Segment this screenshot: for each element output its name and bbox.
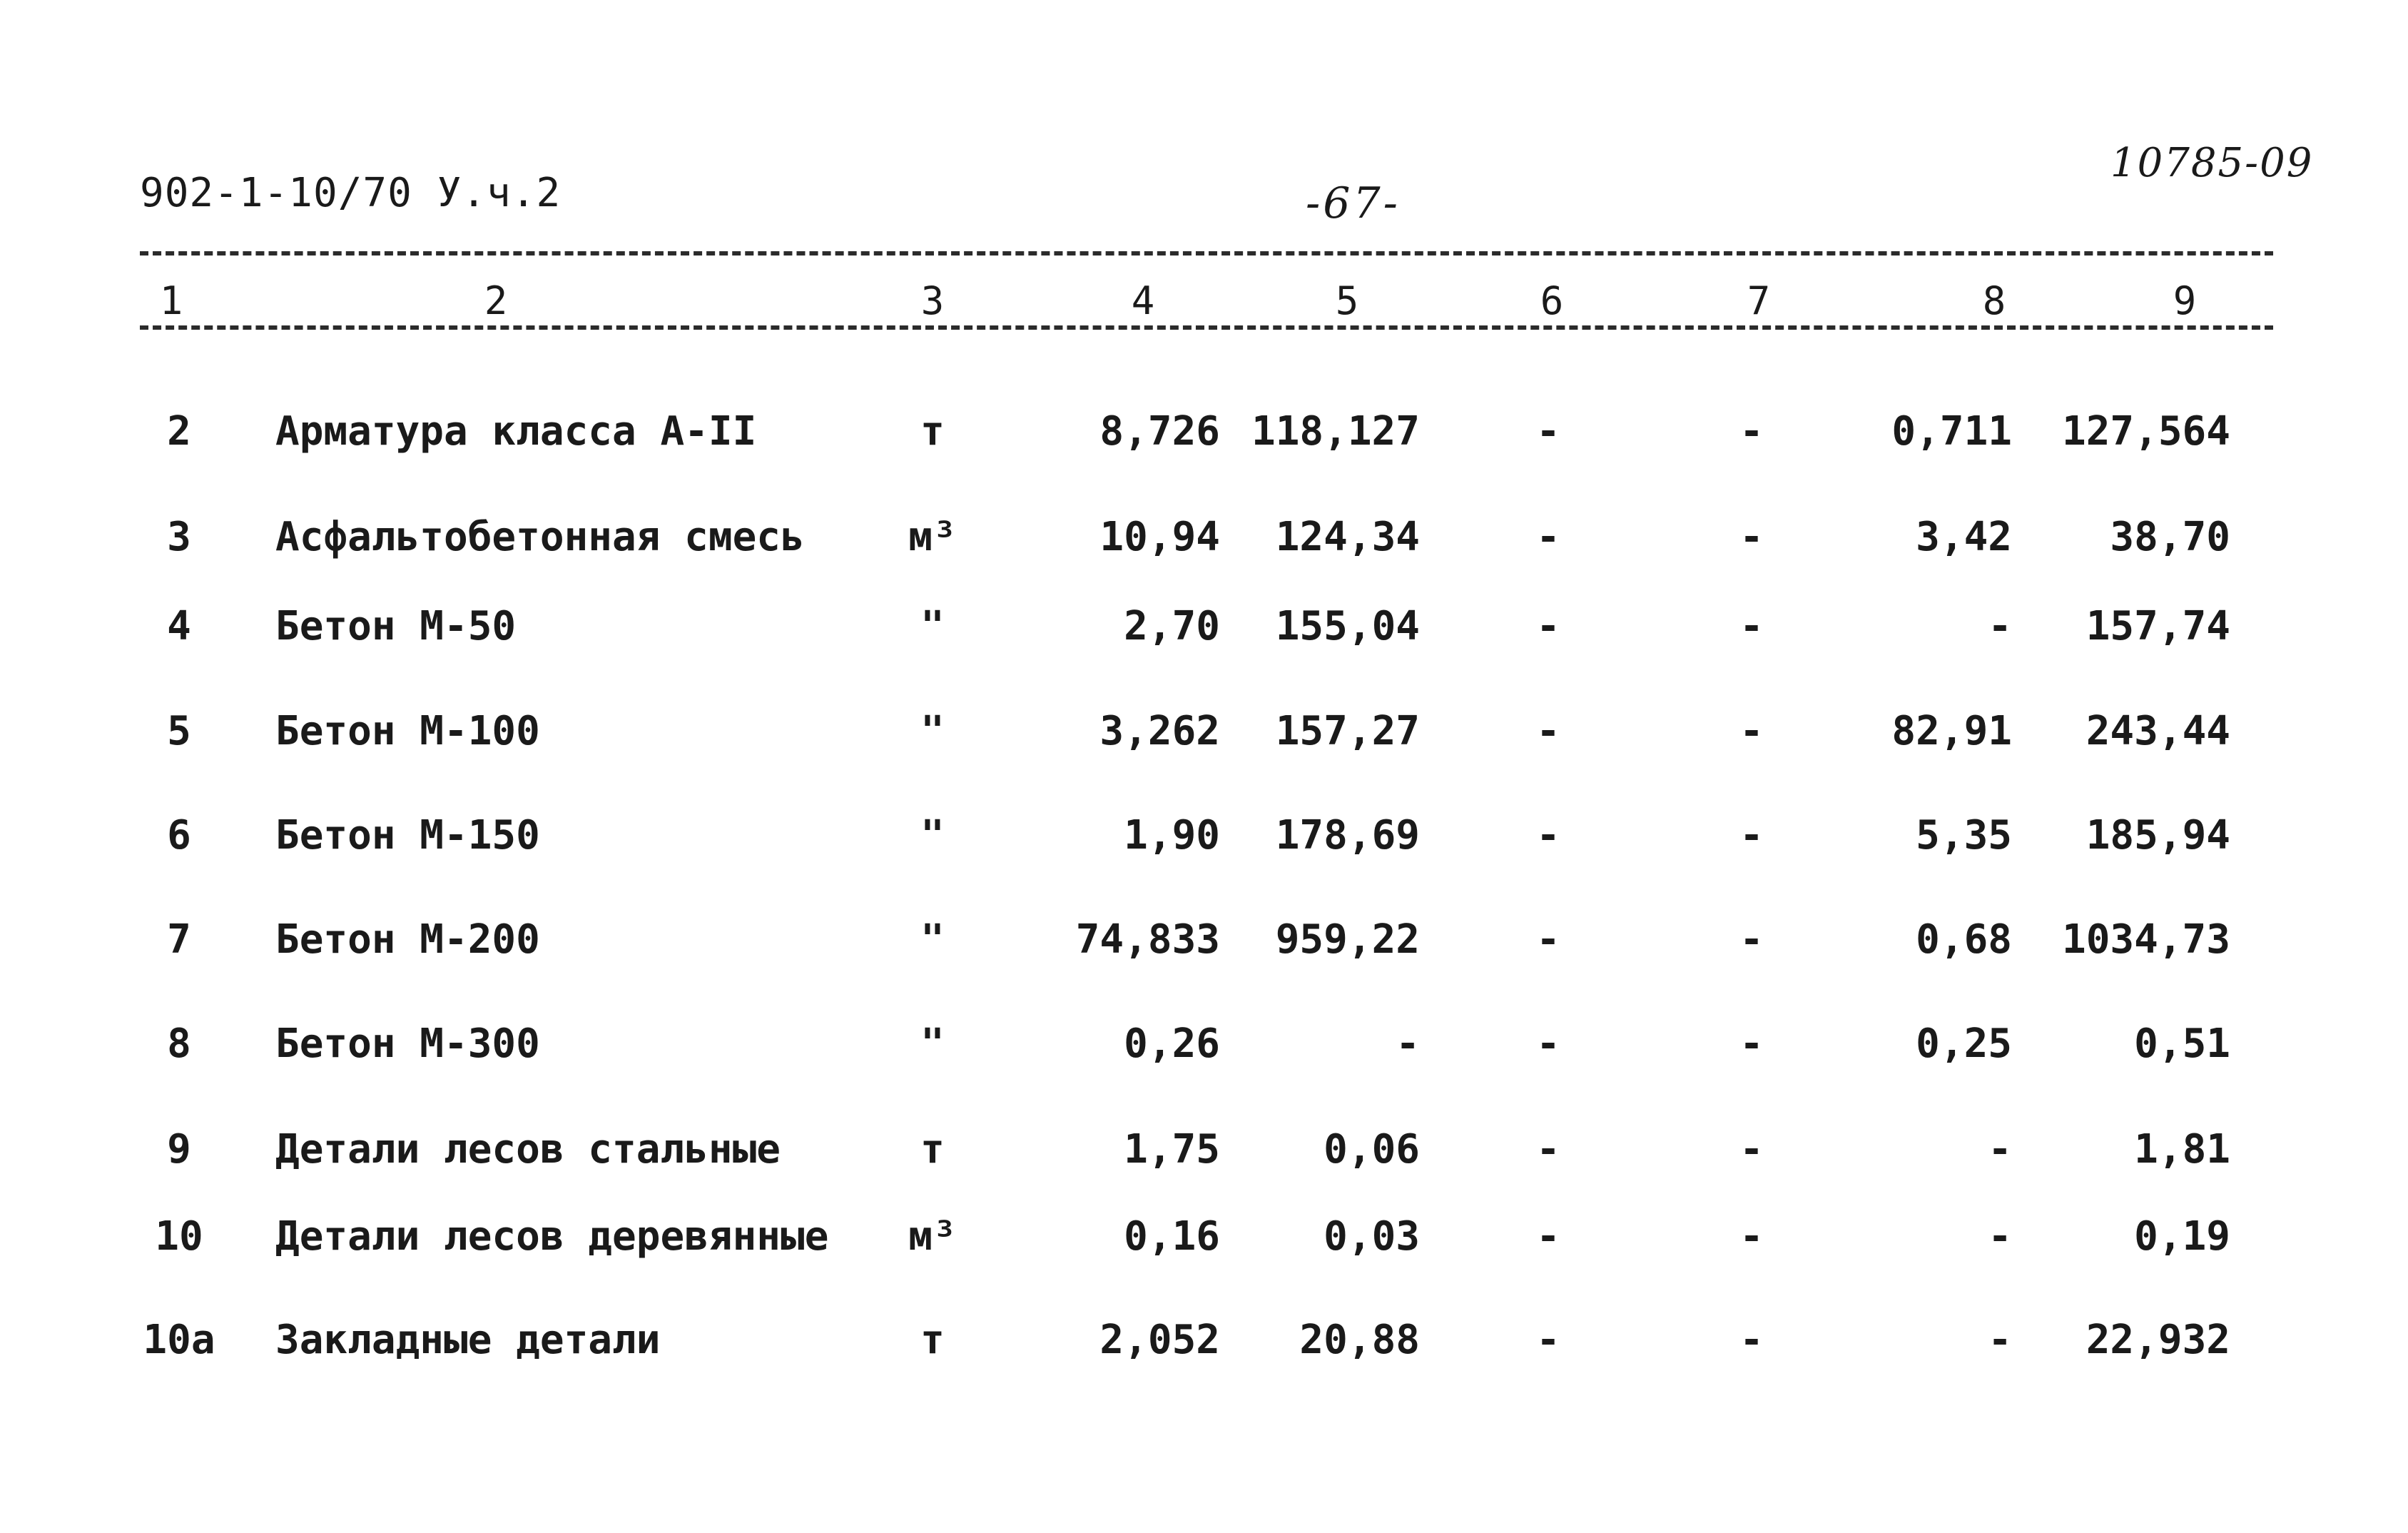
value-col-7: - (1739, 603, 1764, 649)
value-col-5: 157,27 (1275, 708, 1420, 754)
value-col-9: 157,74 (2086, 603, 2230, 649)
value-col-5: 0,06 (1324, 1126, 1420, 1173)
value-col-5: 0,03 (1324, 1213, 1420, 1260)
value-col-9: 0,19 (2134, 1213, 2230, 1260)
value-col-4: 0,26 (1124, 1021, 1220, 1067)
row-number: 2 (167, 408, 191, 455)
value-col-9: 38,70 (2110, 514, 2230, 560)
value-col-4: 1,90 (1124, 812, 1220, 859)
row-number: 6 (167, 812, 191, 859)
value-col-8: - (1988, 1213, 2012, 1260)
value-col-5: 178,69 (1275, 812, 1420, 859)
value-col-9: 243,44 (2086, 708, 2230, 754)
row-number: 4 (167, 603, 191, 649)
column-number-1: 1 (159, 278, 183, 323)
value-col-7: - (1739, 916, 1764, 963)
column-number-5: 5 (1335, 278, 1359, 323)
value-col-4: 3,262 (1099, 708, 1220, 754)
row-number: 3 (167, 514, 191, 560)
value-col-8: 5,35 (1916, 812, 2012, 859)
value-col-4: 10,94 (1099, 514, 1220, 560)
value-col-7: - (1739, 1317, 1764, 1363)
value-col-5: 124,34 (1275, 514, 1420, 560)
column-number-6: 6 (1540, 278, 1564, 323)
column-number-2: 2 (484, 278, 508, 323)
value-col-9: 0,51 (2134, 1021, 2230, 1067)
value-col-9: 185,94 (2086, 812, 2230, 859)
table-header-top-rule (140, 251, 2273, 256)
value-col-4: 2,052 (1099, 1317, 1220, 1363)
material-name: Арматура класса А-II (275, 408, 757, 455)
value-col-6: - (1536, 1317, 1560, 1363)
column-number-7: 7 (1747, 278, 1771, 323)
unit: м³ (908, 514, 957, 560)
value-col-6: - (1536, 408, 1560, 455)
row-number: 10а (143, 1317, 215, 1363)
value-col-5: 20,88 (1299, 1317, 1420, 1363)
unit: " (920, 1021, 945, 1067)
unit: " (920, 916, 945, 963)
document-code: 902-1-10/70 У.ч.2 (140, 170, 562, 216)
material-name: Закладные детали (275, 1317, 661, 1363)
value-col-6: - (1536, 916, 1560, 963)
column-number-3: 3 (920, 278, 945, 323)
material-name: Бетон М-150 (275, 812, 540, 859)
value-col-8: 0,68 (1916, 916, 2012, 963)
row-number: 5 (167, 708, 191, 754)
material-name: Детали лесов стальные (275, 1126, 781, 1173)
value-col-7: - (1739, 708, 1764, 754)
value-col-5: - (1396, 1021, 1420, 1067)
unit: " (920, 603, 945, 649)
column-number-4: 4 (1131, 278, 1155, 323)
column-number-8: 8 (1982, 278, 2006, 323)
value-col-4: 74,833 (1075, 916, 1220, 963)
unit: т (920, 1317, 945, 1363)
material-name: Бетон М-100 (275, 708, 540, 754)
value-col-7: - (1739, 1213, 1764, 1260)
value-col-4: 8,726 (1099, 408, 1220, 455)
value-col-5: 155,04 (1275, 603, 1420, 649)
sheet-number: 10785-09 (2110, 140, 2314, 186)
material-name: Бетон М-300 (275, 1021, 540, 1067)
value-col-4: 1,75 (1124, 1126, 1220, 1173)
value-col-4: 0,16 (1124, 1213, 1220, 1260)
value-col-8: - (1988, 603, 2012, 649)
row-number: 7 (167, 916, 191, 963)
material-name: Бетон М-200 (275, 916, 540, 963)
value-col-9: 1034,73 (2061, 916, 2230, 963)
value-col-8: - (1988, 1317, 2012, 1363)
value-col-5: 959,22 (1275, 916, 1420, 963)
unit: " (920, 708, 945, 754)
value-col-9: 22,932 (2086, 1317, 2230, 1363)
value-col-7: - (1739, 812, 1764, 859)
page-number: -67- (1306, 178, 1401, 228)
value-col-6: - (1536, 708, 1560, 754)
value-col-8: 0,25 (1916, 1021, 2012, 1067)
value-col-8: - (1988, 1126, 2012, 1173)
unit: " (920, 812, 945, 859)
value-col-7: - (1739, 1126, 1764, 1173)
unit: т (920, 408, 945, 455)
column-number-9: 9 (2173, 278, 2197, 323)
value-col-9: 127,564 (2061, 408, 2230, 455)
material-name: Бетон М-50 (275, 603, 517, 649)
value-col-7: - (1739, 1021, 1764, 1067)
material-name: Детали лесов деревянные (275, 1213, 829, 1260)
value-col-5: 118,127 (1251, 408, 1420, 455)
value-col-6: - (1536, 1126, 1560, 1173)
value-col-6: - (1536, 812, 1560, 859)
unit: м³ (908, 1213, 957, 1260)
value-col-8: 82,91 (1891, 708, 2012, 754)
value-col-7: - (1739, 514, 1764, 560)
row-number: 9 (167, 1126, 191, 1173)
unit: т (920, 1126, 945, 1173)
row-number: 8 (167, 1021, 191, 1067)
value-col-9: 1,81 (2134, 1126, 2230, 1173)
value-col-6: - (1536, 514, 1560, 560)
value-col-7: - (1739, 408, 1764, 455)
value-col-8: 3,42 (1916, 514, 2012, 560)
material-name: Асфальтобетонная смесь (275, 514, 805, 560)
value-col-8: 0,711 (1891, 408, 2012, 455)
value-col-6: - (1536, 1021, 1560, 1067)
value-col-4: 2,70 (1124, 603, 1220, 649)
value-col-6: - (1536, 1213, 1560, 1260)
value-col-6: - (1536, 603, 1560, 649)
row-number: 10 (155, 1213, 203, 1260)
table-header-bottom-rule (140, 325, 2273, 330)
